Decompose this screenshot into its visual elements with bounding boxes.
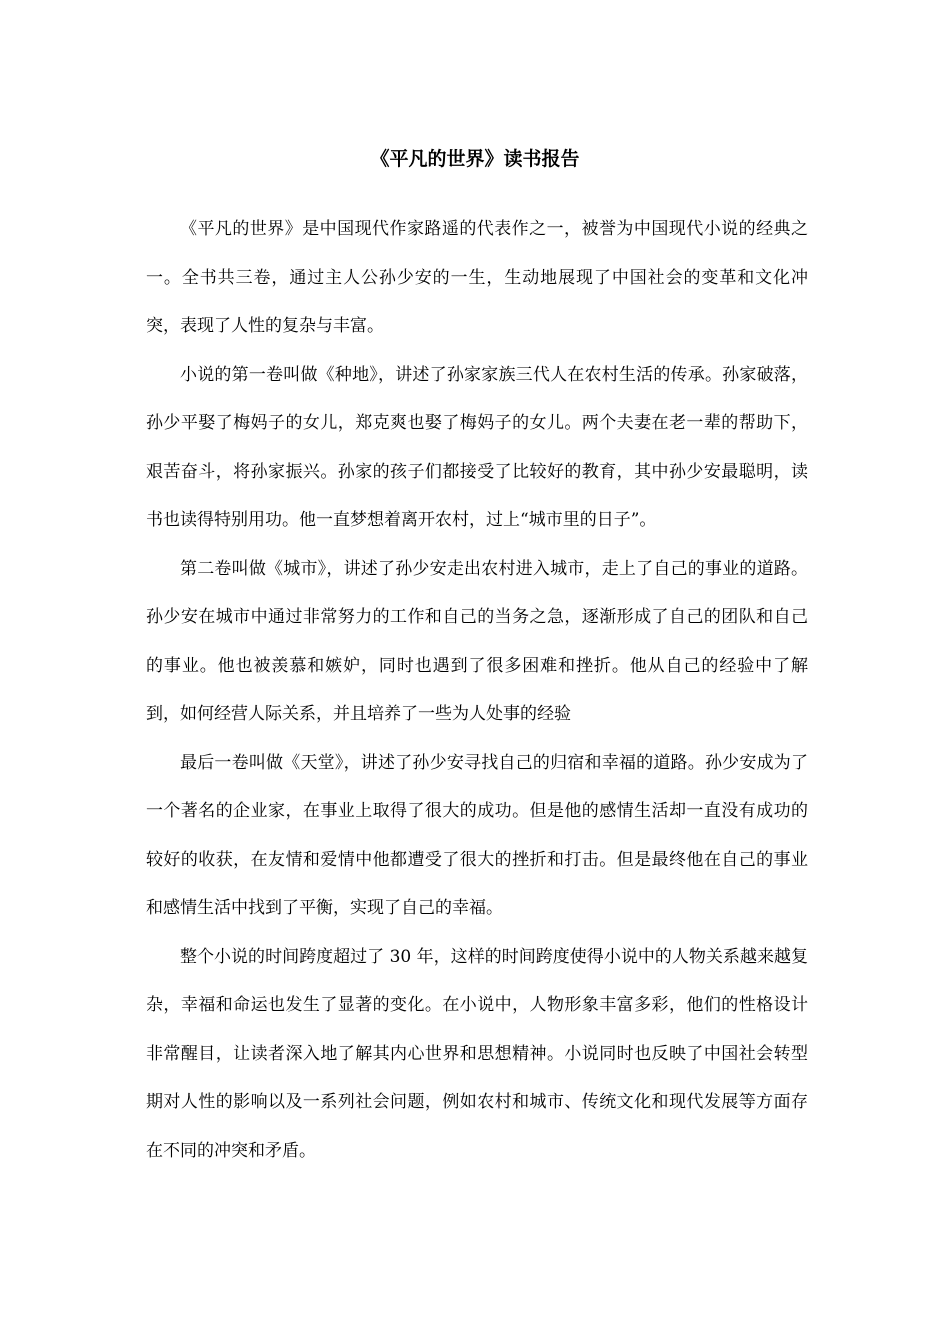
paragraph-volume-three: 最后一卷叫做《天堂》，讲述了孙少安寻找自己的归宿和幸福的道路。孙少安成为了一个著名的企业家，在事业上取得了很大的成功。但是他的感情生活却一直没有成功的较好的收获，在友情和爱情中他都遭受了很大的挫折和打击。但是最终他在自己的事业和感情生活中找到了平衡，实现了自己的幸福。 — [146, 752, 808, 918]
paragraph-summary: 整个小说的时间跨度超过了 30 年，这样的时间跨度使得小说中的人物关系越来越复杂，幸福和命运也发生了显著的变化。在小说中，人物形象丰富多彩，他们的性格设计非常醒目，让读者深入地了解其内心世界和思想精神。小说同时也反映了中国社会转型期对人性的影响以及一系列社会问题，例如农村和城市、传统文化和现代发展等方面存在不同的冲突和矛盾。 — [146, 946, 808, 1161]
paragraph-volume-two: 第二卷叫做《城市》，讲述了孙少安走出农村进入城市，走上了自己的事业的道路。孙少安在城市中通过非常努力的工作和自己的当务之急，逐渐形成了自己的团队和自己的事业。他也被羡慕和嫉妒，同时也遇到了很多困难和挫折。他从自己的经验中了解到，如何经营人际关系，并且培养了一些为人处事的经验 — [146, 558, 808, 724]
document-body — [146, 205, 808, 1175]
paragraph-volume-one: 小说的第一卷叫做《种地》，讲述了孙家家族三代人在农村生活的传承。孙家破落，孙少平娶了梅妈子的女儿，郑克爽也娶了梅妈子的女儿。两个夫妻在老一辈的帮助下，艰苦奋斗，将孙家振兴。孙家的孩子们都接受了比较好的教育，其中孙少安最聪明，读书也读得特别用功。他一直梦想着离开农村，过上“城市里的日子”。 — [146, 364, 808, 530]
paragraph-intro: 《平凡的世界》是中国现代作家路遥的代表作之一，被誉为中国现代小说的经典之一。全书共三卷，通过主人公孙少安的一生，生动地展现了中国社会的变革和文化冲突，表现了人性的复杂与丰富。 — [146, 219, 808, 336]
document-title: 《平凡的世界》读书报告 — [370, 148, 580, 170]
